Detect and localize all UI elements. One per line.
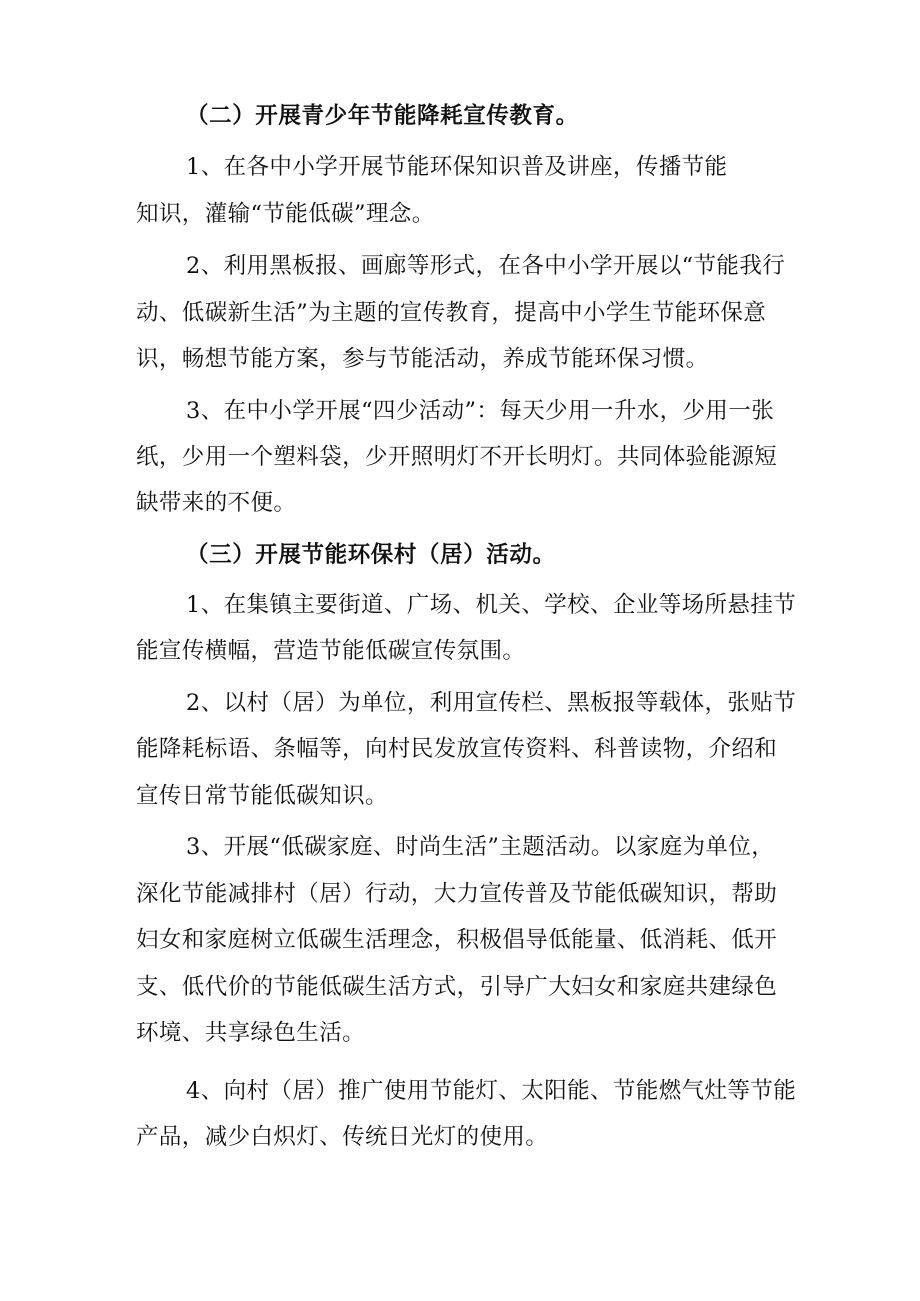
paragraph-line: 知识，灌输“节能低碳”理念。 bbox=[136, 201, 435, 227]
paragraph-line: 宣传日常节能低碳知识。 bbox=[136, 783, 388, 809]
paragraph-line: 4、向村（居）推广使用节能灯、太阳能、节能燃气灶等节能 bbox=[186, 1078, 797, 1104]
paragraph-line: 2、利用黑板报、画廊等形式，在各中小学开展以“节能我行 bbox=[186, 253, 786, 279]
paragraph-line: 深化节能减排村（居）行动，大力宣传普及节能低碳知识，帮助 bbox=[136, 881, 778, 907]
paragraph-line: 3、开展“低碳家庭、时尚生活”主题活动。以家庭为单位， bbox=[186, 834, 775, 860]
section-heading: （三）开展节能环保村（居）活动。 bbox=[186, 542, 556, 568]
paragraph-line: 3、在中小学开展“四少活动”：每天少用一升水，少用一张 bbox=[186, 398, 775, 424]
paragraph-line: 环境、共享绿色生活。 bbox=[136, 1020, 366, 1046]
paragraph-line: 妇女和家庭树立低碳生活理念，积极倡导低能量、低消耗、低开 bbox=[136, 927, 778, 953]
paragraph-line: 识，畅想节能方案，参与节能活动，养成节能环保习惯。 bbox=[136, 346, 709, 372]
paragraph-line: 纸，少用一个塑料袋，少开照明灯不开长明灯。共同体验能源短 bbox=[136, 444, 778, 470]
paragraph-line: 能降耗标语、条幅等，向村民发放宣传资料、科普读物，介绍和 bbox=[136, 736, 778, 762]
paragraph-line: 产品，减少白炽灯、传统日光灯的使用。 bbox=[136, 1124, 549, 1150]
section-heading: （二）开展青少年节能降耗宣传教育。 bbox=[186, 103, 579, 129]
paragraph-line: 2、以村（居）为单位，利用宣传栏、黑板报等载体，张贴节 bbox=[186, 690, 797, 716]
paragraph-line: 动、低碳新生活”为主题的宣传教育，提高中小学生节能环保意 bbox=[136, 300, 767, 326]
paragraph-line: 缺带来的不便。 bbox=[136, 490, 297, 516]
paragraph-line: 能宣传横幅，营造节能低碳宣传氛围。 bbox=[136, 638, 526, 664]
paragraph-line: 1、在集镇主要街道、广场、机关、学校、企业等场所悬挂节 bbox=[186, 592, 797, 618]
paragraph-line: 1、在各中小学开展节能环保知识普及讲座，传播节能 bbox=[186, 154, 728, 180]
paragraph-line: 支、低代价的节能低碳生活方式，引导广大妇女和家庭共建绿色 bbox=[136, 974, 778, 1000]
